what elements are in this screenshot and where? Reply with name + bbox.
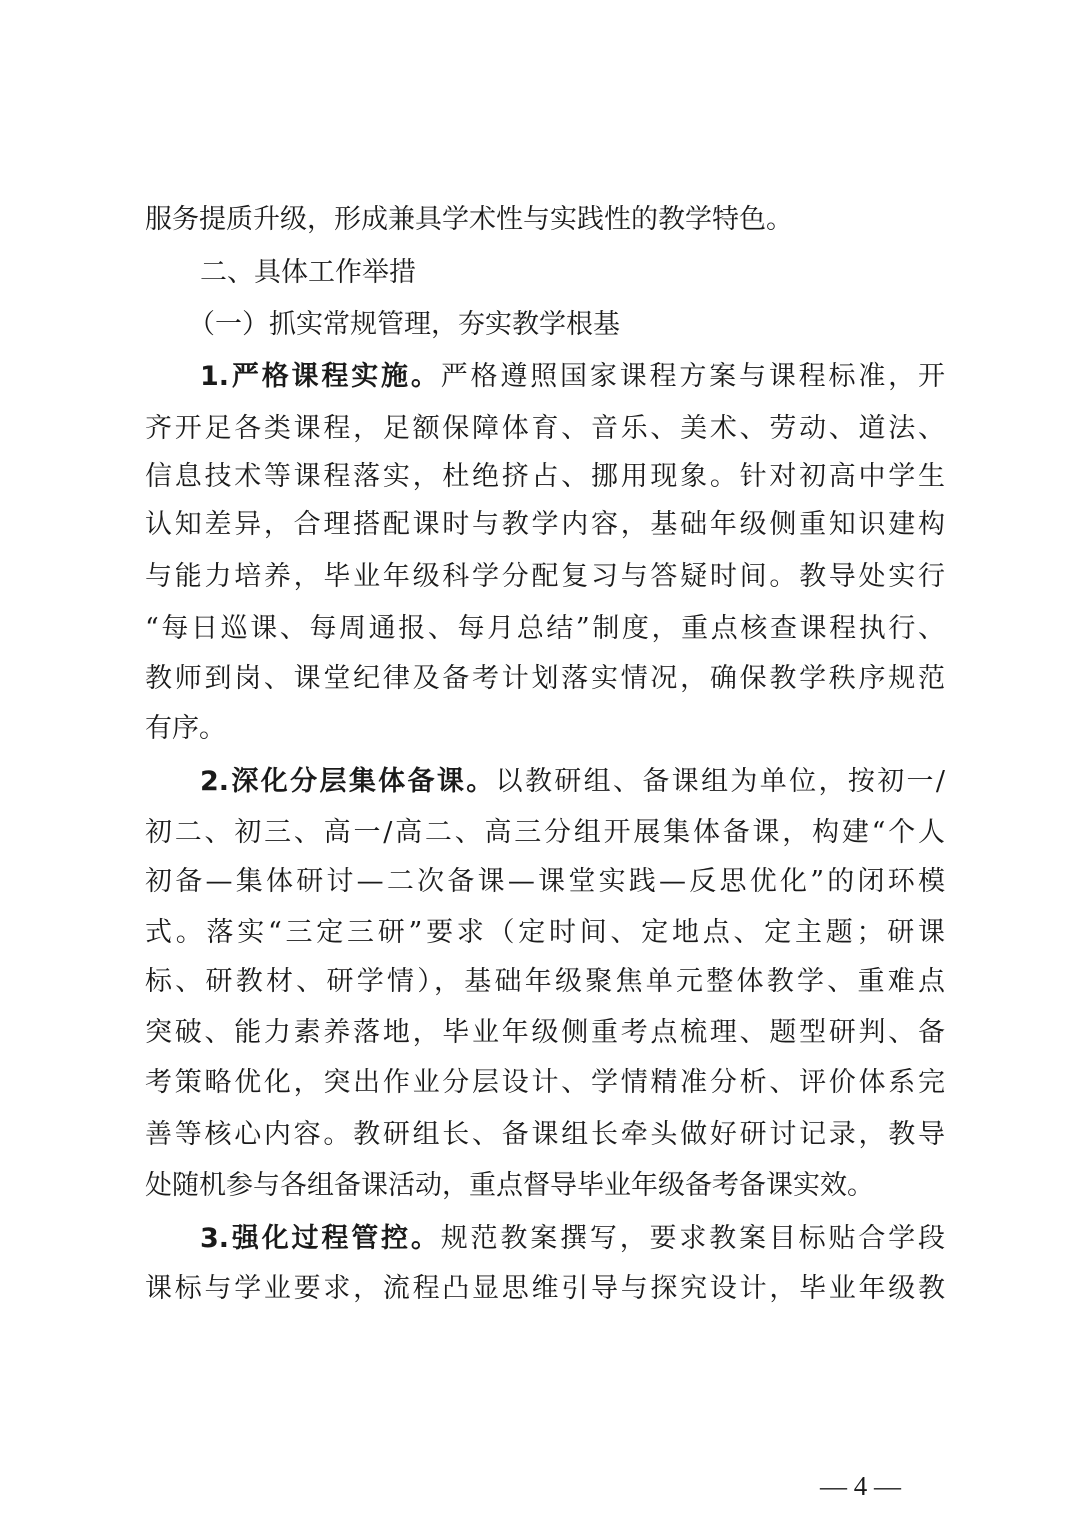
paragraph-line: 信息技术等课程落实，杜绝挤占、挪用现象。针对初高中学生 — [145, 461, 945, 492]
item-2-first-line — [200, 755, 945, 809]
item-3-number: 3. — [200, 1223, 230, 1254]
paragraph-line: 认知差异，合理搭配课时与教学内容，基础年级侧重知识建构 — [145, 509, 945, 540]
paragraph-line: 有序。 — [145, 713, 226, 744]
paragraph-text: 严格遵照国家课程方案与课程标准，开 — [440, 361, 945, 392]
item-3-title: 强化过程管控。 — [229, 1223, 441, 1254]
page-number: — 4 — — [820, 1471, 901, 1501]
item-1-first-line — [200, 350, 945, 404]
paragraph-line: 考策略优化，突出作业分层设计、学情精准分析、评价体系完 — [145, 1067, 945, 1098]
paragraph-line: “每日巡课、每周通报、每月总结”制度，重点核查课程执行、 — [145, 613, 945, 644]
paragraph-line: 初二、初三、高一/高二、高三分组开展集体备课，构建“个人 — [145, 817, 945, 848]
paragraph-line: 教师到岗、课堂纪律及备考计划落实情况，确保教学秩序规范 — [145, 663, 945, 694]
paragraph-text: 以教研组、备课组为单位，按初一/ — [495, 766, 945, 797]
paragraph-line: 标、研教材、研学情），基础年级聚焦单元整体教学、重难点 — [145, 966, 945, 997]
subsection-heading: （一）抓实常规管理，夯实教学根基 — [188, 309, 620, 340]
paragraph-line: 突破、能力素养落地，毕业年级侧重考点梳理、题型研判、备 — [145, 1017, 945, 1048]
paragraph-text: 规范教案撰写，要求教案目标贴合学段 — [440, 1223, 945, 1254]
paragraph-line: 课标与学业要求，流程凸显思维引导与探究设计，毕业年级教 — [145, 1273, 945, 1304]
paragraph-line: 齐开足各类课程，足额保障体育、音乐、美术、劳动、道法、 — [145, 413, 945, 444]
paragraph-line: 服务提质升级，形成兼具学术性与实践性的教学特色。 — [145, 204, 793, 235]
section-heading: 二、具体工作举措 — [200, 257, 416, 288]
paragraph-line: 初备—集体研讨—二次备课—课堂实践—反思优化”的闭环模 — [145, 866, 945, 897]
item-2-title: 深化分层集体备课。 — [229, 766, 496, 797]
paragraph-line: 处随机参与各组备课活动，重点督导毕业年级备考备课实效。 — [145, 1170, 874, 1201]
paragraph-line: 式。落实“三定三研”要求（定时间、定地点、定主题；研课 — [145, 917, 945, 948]
item-1-number: 1. — [200, 361, 230, 392]
item-2-number: 2. — [200, 766, 230, 797]
paragraph-line: 善等核心内容。教研组长、备课组长牵头做好研讨记录，教导 — [145, 1119, 945, 1150]
paragraph-line: 与能力培养，毕业年级科学分配复习与答疑时间。教导处实行 — [145, 561, 945, 592]
item-1-title: 严格课程实施。 — [229, 361, 441, 392]
item-3-first-line — [200, 1212, 945, 1266]
